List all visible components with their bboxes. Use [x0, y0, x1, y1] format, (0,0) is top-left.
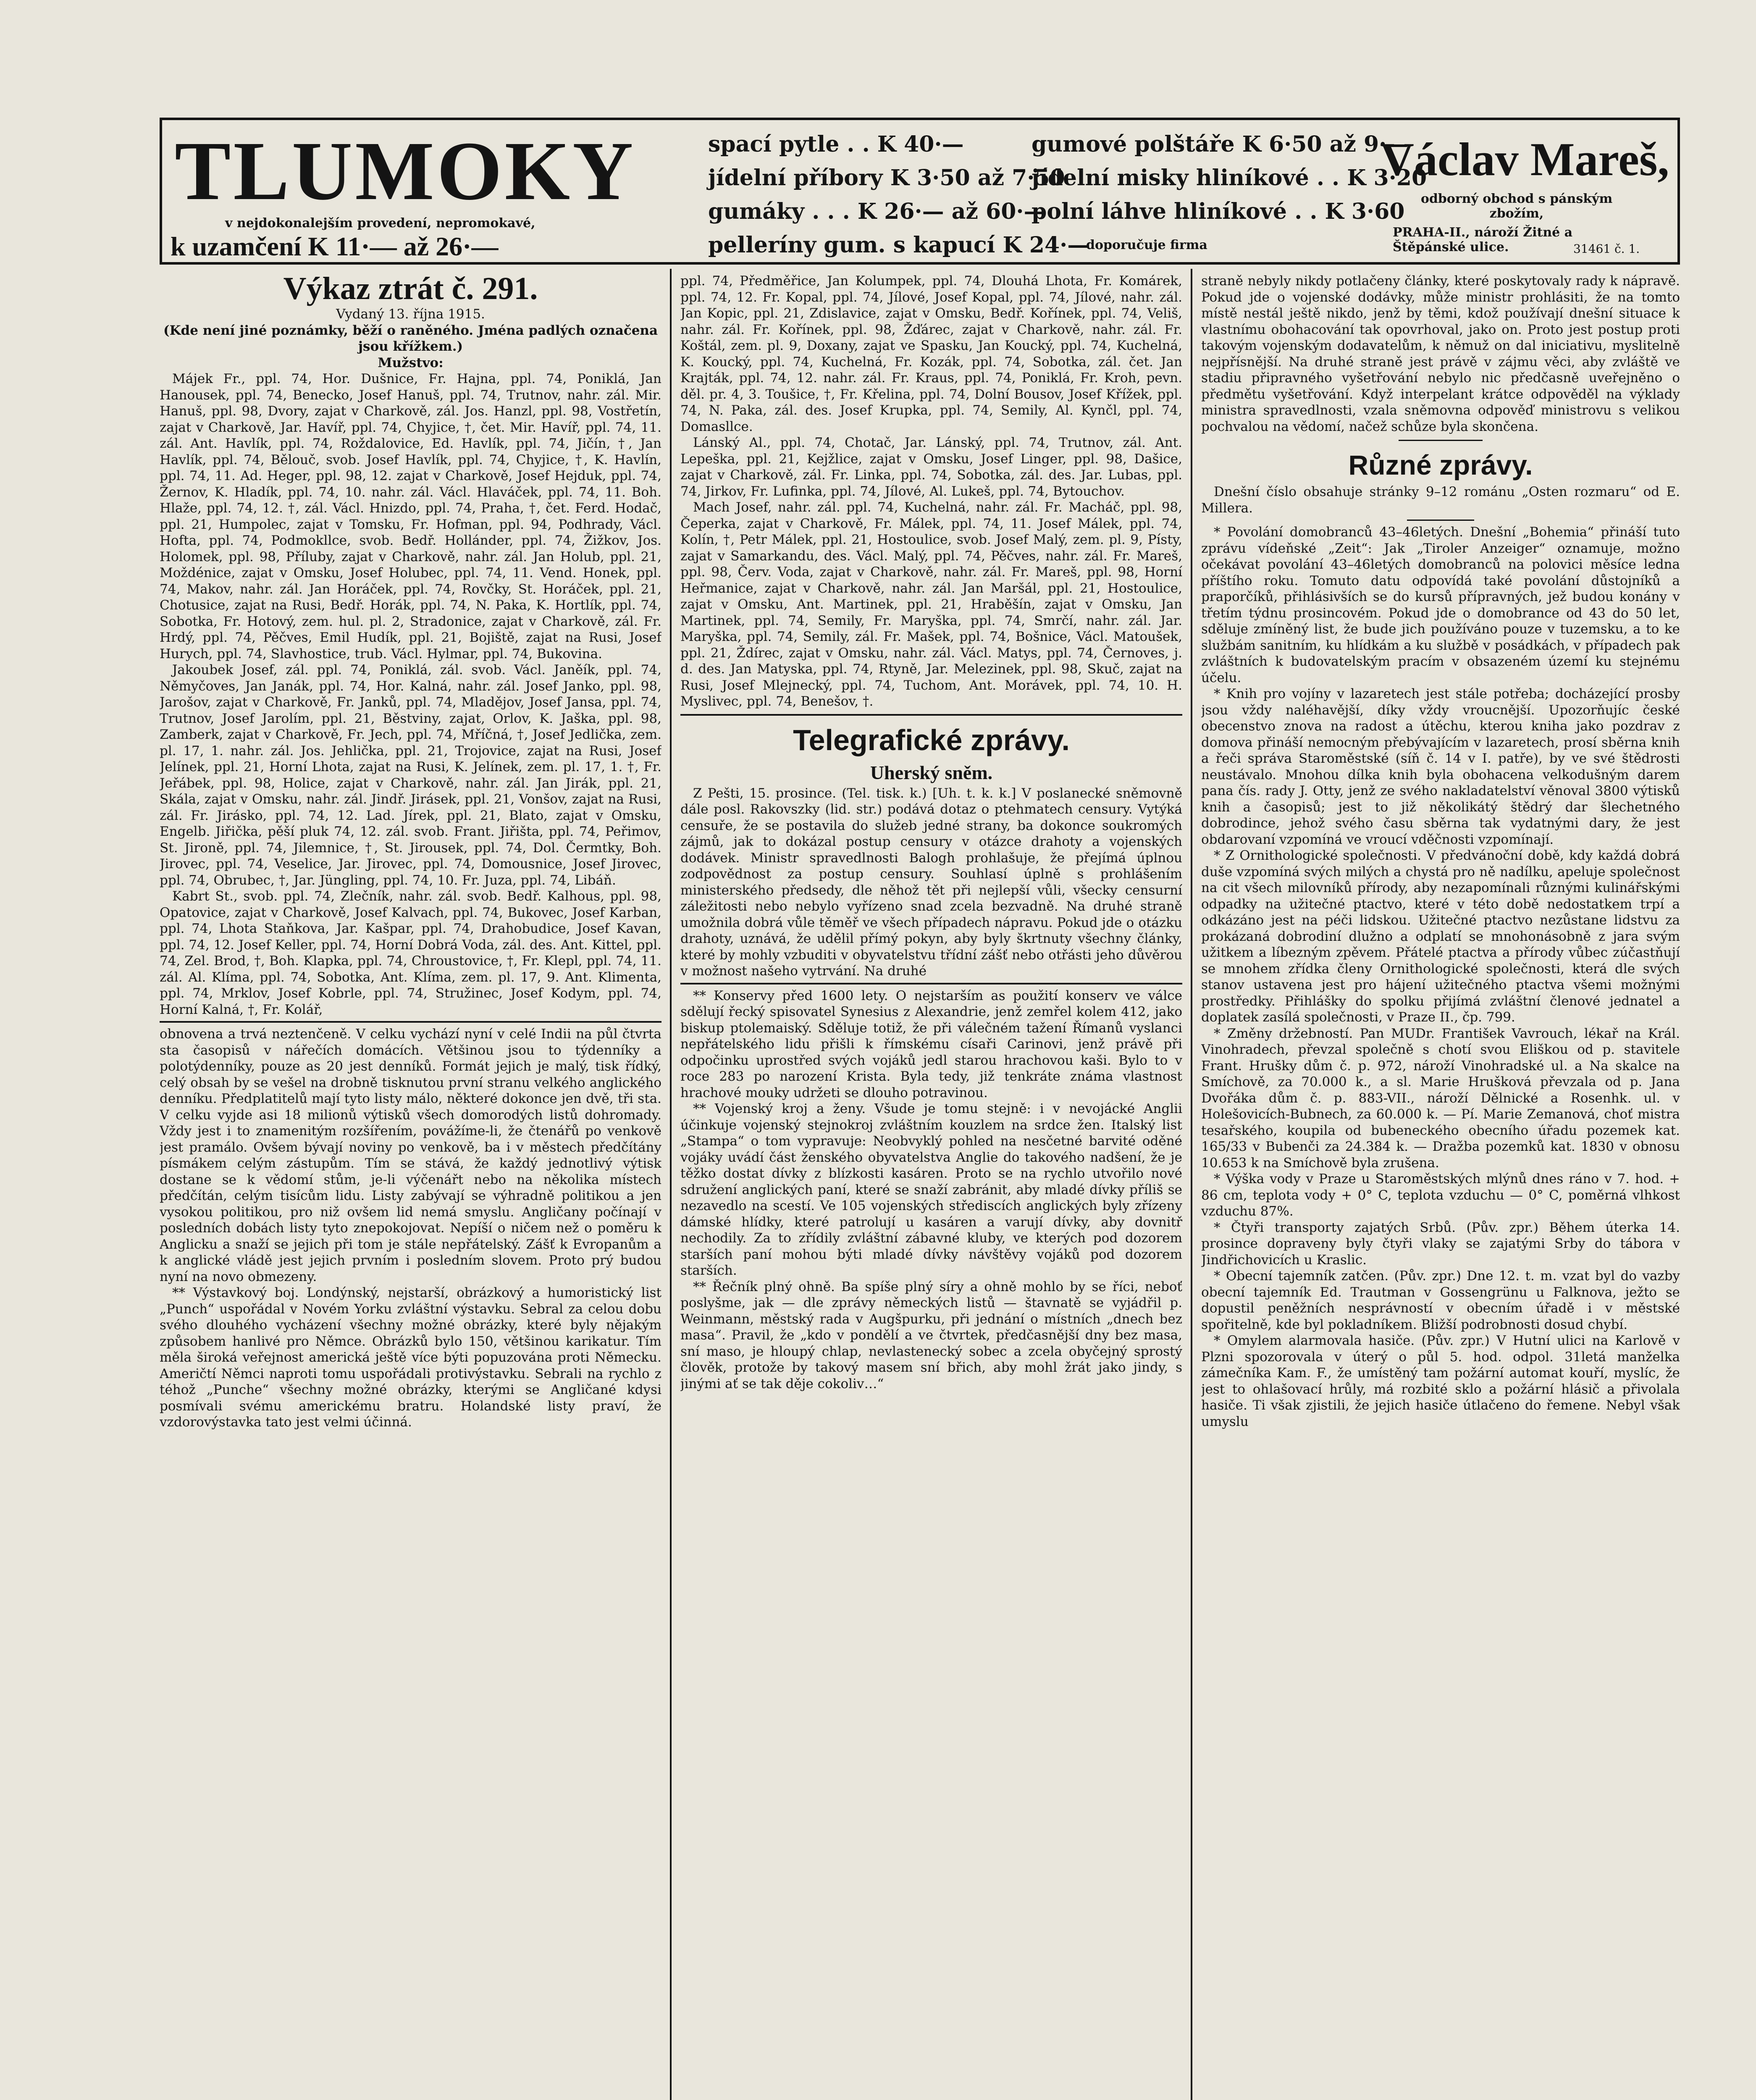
casualty-paragraph: Májek Fr., ppl. 74, Hor. Dušnice, Fr. Hajna, ppl. 74, Poniklá, Jan Hanousek, ppl. 74, Benecko, Josef Hanuš, ppl. 74, Trutnov, nahr. zál. Mir. Hanuš, ppl. 98, Dvory, zajat v Charkově, zál. Jos. Hanzl, ppl. 98, Vostřetín, zajat v Charkově, Jar. Havíř, ppl. 74, Chyjice, †, čet. Mir. Havíř, ppl. 74, 11. zál. Ant. Havlík, ppl. 74, Roždalovice, Ed. Havlík, ppl. 74, Jičín, †, Jan Havlík, ppl. 74, Bělouč, svob. Josef Havlík, ppl. 74, Chyjice, †, K. Havlín, ppl. 74, 11. Ad. Heger, ppl. 98, 12. zajat v Charkově, Josef Hejduk, ppl. 74, Žernov, K. Hladík, ppl. 74, 10. nahr. zál. Václ. Hlaváček, ppl. 74, 11. Boh. Hlaže, ppl. 74, 12. †, zál. Václ. Hnizdo, ppl. 74, Praha, †, čet. Ferd. Hodač, ppl. 21, Humpolec, zajat v Tomsku, Fr. Hofman, ppl. 94, Podhrady, Václ. Hofta, ppl. 74, Podmokllce, svob. Bedř. Hollánder, ppl. 74, Žižkov, Jos. Holomek, ppl. 98, Příluby, zajat v Charkově, nahr. zál. Jan Holub, ppl. 21, Moždénice, zajat v Omsku, Josef Holubec, ppl. 74, 11. Vend. Honek, ppl. 74, Makov, nahr. zál. Jan Horáček, ppl. 74, Rovčky, St. Horáček, ppl. 21, Chotusice, zajat na Rusi, Bedř. Horák, ppl. 74, N. Paka, K. Hortlík, ppl. 74, Sobotka, Fr. Hotový, zem. hul. pl. 2, Stradonice, zajat v Charkově, zál. Fr. Hrdý, ppl. 74, Pěčves, Emil Hudík, ppl. 21, Bojiště, zajat na Rusi, Josef Hurych, ppl. 74, Slavhostice, trub. Václ. Hylmar, ppl. 74, Bukovina.: [160, 371, 661, 662]
column-1: [160, 271, 661, 2100]
ad-tagline: v nejdokonalejším provedení, nepromokavé,: [225, 216, 535, 231]
column-3: [1201, 273, 1680, 2100]
ad-firm-address: PRAHA-II., nároží Žitné a Štěpánské ulice.: [1393, 225, 1573, 255]
ad-firm-desc: odborný obchod s pánským zbožím,: [1420, 192, 1613, 221]
article-paragraph: obnovena a trvá neztenčeně. V celku vychází nyní v celé Indii na půl čtvrta sta časopisů v nářečích domácích. Většinou jsou to týdenníky a polotýdenníky, pouze as 20 jest denníků. Formát jejich je malý, tisk řídký, celý obsah by se vešel na drobně tisknutou první stranu velkého anglického denníku. Předplatitelů mají tyto listy málo, některé dokonce jen dvě, tři sta. V celku vyjde asi 18 milionů výtisků všech domorodých listů dohromady. Vždy jest i to znamenitým rozšířením, povážíme-li, že čtenářů po venkově jest pramálo. Ovšem bývají noviny po venkově, ba i v městech předčítány písmákem celým zástupům. Tím se stává, že každý jednotlivý výtisk dostane se k vědomí stům, je-li výčenářt nebo na několika místech předčítán, celým tisícům lidu. Listy zabývají se výhradně politikou a jen vysokou politikou, pro niž ovšem lid nemá smyslu. Angličany počínají v posledních dobách listy tyto znepokojovat. Nepíší o ničem než o poměru k Anglicku a snaží se jejich při tom je stále nepřátelský. Zášť k Evropanům a k anglické vládě jest jejich prvním i posledním slovem. Proto prý budou nyní na novo obmezeny.: [160, 1026, 661, 1284]
casualty-paragraph: Jakoubek Josef, zál. ppl. 74, Poniklá, zál. svob. Václ. Janěík, ppl. 74, Němyčoves, Jan Janák, ppl. 74, Hor. Kalná, nahr. zál. Josef Janko, ppl. 98, Jarošov, zajat v Charkově, Fr. Janků, ppl. 74, Mladějov, Josef Jansa, ppl. 74, Trutnov, Josef Jarolím, ppl. 21, Běstviny, zajat, Orlov, K. Jaška, ppl. 98, Zamberk, zajat v Charkově, Fr. Jech, ppl. 74, Mříčná, †, Josef Jedlička, zem. pl. 17, 1. nahr. zál. Jos. Jehlička, ppl. 21, Trojovice, zajat na Rusi, Josef Jelínek, ppl. 21, Horní Lhota, zajat na Rusi, K. Jelínek, zem. pl. 17, 1. †, Fr. Jeřábek, ppl. 98, Holice, zajat v Charkově, nahr. zál. Jan Jirák, ppl. 21, Skála, zajat v Omsku, nahr. zál. Jindř. Jirásek, ppl. 21, Vonšov, zajat na Rusi, zál. Fr. Jirásko, ppl. 74, 12. Lad. Jírek, ppl. 21, Blato, zajat v Omsku, Engelb. Jiřička, pěší pluk 74, 12. zál. svob. Frant. Jiřišta, ppl. 74, Peřimov, St. Jironě, ppl. 74, Jilemnice, †, St. Jirousek, ppl. 74, Dol. Čermtky, Boh. Jirovec, ppl. 74, Veselice, Jar. Jirovec, ppl. 74, Domousnice, Josef Jirovec, ppl. 74, Obrubec, †, Jar. Jüngling, ppl. 74, 10. Fr. Juza, ppl. 74, Libáň.: [160, 662, 661, 888]
news-item: * Čtyři transporty zajatých Srbů. (Pův. zpr.) Během úterka 14. prosince dopraveny byly čtyři vlaky se zajatými Srby do tábora v Jindřichovicích u Kraslic.: [1201, 1220, 1680, 1268]
telegraph-subheading: Uherský sněm.: [870, 761, 993, 783]
news-intro: Dnešní číslo obsahuje stránky 9–12 románu „Osten rozmaru“ od E. Millera.: [1201, 484, 1680, 516]
news-item: * Povolání domobranců 43–46letých. Dnešní „Bohemia“ přináší tuto zprávu vídeňské „Zeit“: Jak „Tiroler Anzeiger“ oznamuje, možno očekávat povolání 43–46letých domobranců na polovici měsíce ledna příštího roku. Tomuto datu odpovídá také povolání důstojníků a praporčíků, přihlásivších se do kursů přípravných, jež budou konány v třetím týdnu prosincovém. Pokud jde o domobrance od 43 do 50 let, sděluje zmíněný list, že bude jich používáno pouze v tuzemsku, a to ke službám sanitním, ku hlídkám a ku službě v posádkách, v případech pak zvláštních k budovatelským pracím v obsazeném území ku stejnému účelu.: [1201, 525, 1680, 685]
telegraph-heading: Telegrafické zprávy.: [793, 723, 1070, 756]
column-rule: [1191, 269, 1192, 2100]
telegraph-body: Z Pešti, 15. prosince. (Tel. tisk. k.) [Uh. t. k. k.] V poslanecké sněmovně dále posl. Rakovszky (lid. str.) podává dotaz o ptehmatech censury. Vytýká censuře, že se postavila do služeb jedné strany, ba dokonce soukromých zájmů, jak to dokázal postup censury v otázce drahoty a vojenských dodávek. Ministr spravedlnosti Balogh prohlašuje, že přejímá úplnou zodpovědnost za postup censury. Souhlasí úplně s prohlášením ministerského předsedy, dle něhož tět při nejlepší vůli, všecky censurní záležitosti nebo nebylo vyřízeno snad zcela bezvadně. Na druhé straně umožnila dobrá vůle těměř ve všech případech nápravu. Pokud jde o otázku drahoty, uznává, že udělil přímý pokyn, aby byly škrtnuty všechny články, které by mohly vzbuditi v obyvatelstvu třídní zášť nebo otřásti jeho důvěrou v možnost našeho vytrvání. Na druhé: [680, 785, 1182, 979]
ad-item: spací pytle . . K 40·—: [708, 131, 964, 157]
casualty-paragraph: Kabrt St., svob. ppl. 74, Zlečník, nahr. zál. svob. Bedř. Kalhous, ppl. 98, Opatovice, zajat v Charkově, Josef Kalvach, ppl. 74, Bukovec, Josef Karban, ppl. 74, Lhota Staňkova, Jar. Kašpar, ppl. 74, Drahobudice, Josef Kavan, ppl. 74, 12. Josef Keller, ppl. 74, Horní Dobrá Voda, zál. des. Ant. Kittel, ppl. 74, Zel. Brod, †, Boh. Klapka, ppl. 74, Chroustovice, †, Fr. Klepl, ppl. 74, 11. zál. Al. Klíma, ppl. 74, Sobotka, Ant. Klíma, zem. pl. 17, 9. Ant. Klimenta, ppl. 74, Mrklov, Josef Kobrle, ppl. 74, Stružinec, Josef Kodym, ppl. 74, Horní Kalná, †, Fr. Kolář,: [160, 889, 661, 1017]
ad-item: jídelní misky hliníkové . . K 3·20: [1032, 165, 1427, 191]
news-item: * Z Ornithologické společnosti. V předvánoční době, kdy každá dobrá duše vzpomíná svých milých a chystá pro ně nadílku, apeluje společnost na cit všech milovníků přírody, aby nezapomínali různými kulinářskými odpadky na užitečné ptactvo, které v této době nedostatkem trpí a odkázáno jest na péči lidskou. Užitečné ptactvo nezůstane lidstvu za prokázaná dobrodiní dlužno a odplatí se mnohonásobně z jara svým užitkem a líbezným zpěvem. Přátelé ptactva a přírody vůbec zúčastňují se mnohem zřídka členy Ornithologické společnosti, která dle svých stanov ustavena jest pro hájení užitečného ptactva všemi možnými prostředky. Přihlášky do spolku přijímá zvláštní členové jednatel a doplatek zasílá společnosti, v Praze II., čp. 799.: [1201, 848, 1680, 1025]
top-advertisement: [160, 118, 1680, 265]
loss-report-note: (Kde není jiné poznámky, běží o raněného. Jména padlých označena jsou křížkem.): [163, 323, 658, 354]
section-rule: [1399, 440, 1483, 441]
loss-report-section: Mužstvo:: [378, 355, 444, 370]
ad-item: jídelní příbory K 3·50 až 7·50: [708, 165, 1065, 191]
section-rule: [160, 1021, 661, 1023]
ad-item: polní láhve hliníkové . . K 3·60: [1032, 199, 1405, 224]
news-item: * Knih pro vojíny v lazaretech jest stále potřeba; docházející prosby jsou vždy naléhavější, díky vždy vroucnější. Upozorňujíc české obecenstvo znova na radost a útěchu, kterou kniha jako pozdrav z domova přináší nemocným přebývajícím v lazaretech, prosí sběrna knih a řeči správa Staroměstské (síň č. 14 v I. patře), by ve své štědrosti neustávalo. Mnohou dílka knih byla obohacena velkodušným darem pana čís. rady J. Otty, jenž ze svého nakladatelství věnoval 3800 výtisků knih a časopisů; jest to již několikátý štědrý dar šlechetného dobrodince, jehož svého času sběrna tak vydatnými dary, že jest obdarovaní vzpomíná ve vroucí vděčnosti vzpomínají.: [1201, 686, 1680, 847]
news-item: * Obecní tajemník zatčen. (Pův. zpr.) Dne 12. t. m. vzat byl do vazby obecní tajemník Ed. Trautman v Gossengrünu u Falknova, ježto se dopustil peněžních nesprávností v obecním úřadě i v městské spořitelně, kde byl pokladníkem. Bližší podrobnosti dosud chybí.: [1201, 1268, 1680, 1332]
ad-items-right: [1032, 128, 1427, 262]
casualty-paragraph: Mach Josef, nahr. zál. ppl. 74, Kuchelná, nahr. zál. Fr. Macháč, ppl. 98, Čeperka, zajat v Charkově, Fr. Málek, ppl. 74, 11. Josef Málek, ppl. 74, Kolín, †, Petr Málek, ppl. 21, Hostoulice, svob. Josef Malý, zem. pl. 9, Písty, zajat v Samarkandu, des. Václ. Malý, ppl. 74, Pěčves, nahr. zál. Fr. Mareš, ppl. 98, Červ. Voda, zajat v Charkově, nahr. zál. Fr. Mareš, ppl. 98, Horní Heřmanice, zajat v Charkově, nahr. zál. Jan Maršál, ppl. 21, Hostoulice, zajat v Omsku, Ant. Martinek, ppl. 21, Hraběšín, zajat v Omsku, Jan Martinek, ppl. 74, Semily, Fr. Maryška, ppl. 74, Smrčí, nahr. zál. Jar. Maryška, ppl. 74, Semily, zál. Fr. Mašek, ppl. 74, Bošnice, Václ. Matoušek, ppl. 21, Ždírec, zajat v Omsku, nahr. zál. Václ. Matys, ppl. 74, Černoves, j. d. des. Jan Matyska, ppl. 74, Rtyně, Jar. Melezinek, ppl. 98, Skuč, zajat na Rusi, Josef Mlejnecký, ppl. 74, Tuchom, Ant. Morávek, ppl. 74, 10. H. Myslivec, ppl. 74, Benešov, †.: [680, 500, 1182, 709]
section-rule: [1407, 520, 1474, 521]
ad-firm-name: Václav Mareš,: [1380, 134, 1669, 186]
ad-recommend: doporučuje firma: [1086, 238, 1207, 252]
article-paragraph: ** Výstavkový boj. Londýnský, nejstarší, obrázkový a humoristický list „Punch“ uspořádal v Novém Yorku zvláštní výstavku. Sebral za celou dobu svého dlouhého vycházení všechny možné obrázky, které byly nějakým způsobem hanlivé pro Němce. Obrázků bylo 150, většinou karikatur. Tím měla široká veřejnost americká ještě více býti popuzována proti Německu. Američtí Němci naproti tomu uspořádali protivýstavku. Sebrali na rychlo z téhož „Punche“ všechny možné obrázky, kterými se Angličané kdysi posmívali svému americkému bratru. Holandské listy praví, že vzdorovýstavka tato jest velmi účinná.: [160, 1285, 661, 1430]
ad-item: gumáky . . . K 26·— až 60·—: [708, 199, 1046, 224]
ad-item: pelleríny gum. s kapucí K 24·—: [708, 232, 1089, 258]
casualty-paragraph: ppl. 74, Předměřice, Jan Kolumpek, ppl. 74, Dlouhá Lhota, Fr. Komárek, ppl. 74, 12. Fr. Kopal, ppl. 74, Jílové, Josef Kopal, ppl. 74, Jílové, nahr. zál. Jan Kopic, ppl. 21, Zdislavice, zajat v Omsku, Bedř. Kořínek, ppl. 74, Veliš, nahr. zál. Fr. Kořínek, ppl. 98, Žďárec, zajat v Charkově, nahr. zál. Fr. Koštál, zem. pl. 9, Doxany, zajat ve Spasku, Jan Koucký, ppl. 74, Kuchelná, K. Koucký, ppl. 74, Kuchelná, Fr. Kozák, ppl. 74, Sobotka, zál. čet. Jan Krajták, ppl. 74, 12. nahr. zál. Fr. Kraus, ppl. 74, Poniklá, Fr. Kroh, pevn. děl. pr. 4, 3. Toušice, †, Fr. Křelina, ppl. 74, Dolní Bousov, Josef Křížek, ppl. 74, N. Paka, zál. des. Josef Krupka, ppl. 74, Semily, Al. Kynčl, ppl. 74, Domasllce.: [680, 273, 1182, 434]
news-item: * Omylem alarmovala hasiče. (Pův. zpr.) V Hutní ulici na Karlově v Plzni spozorovala v úterý o půl 5. hod. odpol. 31letá manželka zámečníka Kam. F., že umístěný tam požární automat kouří, myslíc, že jest to ohlašovací hrůly, má rozbité sklo a požární hlásič a přivolala hasiče. Ti však zjistili, že jejich hasiče útlačeno do řemene. Nebyl však umyslu: [1201, 1333, 1680, 1429]
loss-report-issued: Vydaný 13. října 1915.: [336, 307, 485, 322]
news-item: * Změny držebností. Pan MUDr. František Vavrouch, lékař na Král. Vinohradech, převzal společně s chotí svou Eliškou od p. stavitele Frant. Hrušky dům č. p. 972, nároží Vinohradské ul. a Na skalce na Smíchově, za 70.000 k., a sl. Marie Hrušková převzala od p. Jana Dvořáka dům č. p. 883-VII., nároží Dělnické a Rosenhk. ul. v Holešovicích-Bubnech, za 60.000 k. — Pí. Marie Zemanová, choť mistra tesařského, koupila od bubeneckého obecního úřadu pozemek kat. 165/33 v Bubenči za 24.384 k. — Dražba pozemků kat. 1830 v obnosu 10.653 k na Smíchově byla zrušena.: [1201, 1026, 1680, 1171]
article-paragraph: ** Vojenský kroj a ženy. Všude je tomu stejně: i v nevojácké Anglii účinkuje vojenský stejnokroj zvláštním kouzlem na srdce žen. Italský list „Stampa“ o tom vypravuje: Neobvyklý pohled na nesčetné barvité oděné vojáky uvádí část ženského obyvatelstva Anglie do takového nadšení, že je těžko dostat dívky z blízkosti kasáren. Proto se na rychlo utvořilo nové sdružení anglických paní, které se snaží zabránit, aby mladé dívky příliš se nezavedlo na scestí. Ve 105 vojenských střediscích anglických byly zřízeny dámské hlídky, které patrolují u kasáren a varují dívky, aby dovnitř nechodily. Za to zřídily zvláštní zábavné kluby, ve kterých pod dozorem starších paní mohou býti mladé dívky návštěvy vojáků pod dozorem starších.: [680, 1101, 1182, 1278]
ad-firm-code: 31461 č. 1.: [1573, 242, 1640, 256]
casualty-paragraph: Lánský Al., ppl. 74, Chotač, Jar. Lánský, ppl. 74, Trutnov, zál. Ant. Lepeška, ppl. 21, Kejžlice, zajat v Omsku, Josef Linger, ppl. 98, Dašice, zajat v Charkově, zál. Fr. Linka, ppl. 74, Sobotka, zál. des. Jar. Lubas, ppl. 74, Jirkov, Fr. Lufinka, ppl. 74, Jílové, Al. Lukeš, ppl. 74, Bytouchov.: [680, 435, 1182, 499]
news-heading: Různé zprávy.: [1348, 449, 1533, 480]
column-rule: [670, 269, 672, 2100]
article-paragraph: ** Konservy před 1600 lety. O nejstarším as použití konserv ve válce sdělují řecký spisovatel Synesius z Alexandrie, jenž zemřel kolem 412, jako biskup ptolemaiský. Sděluje totiž, že při válečném tažení Římanů vyslanci nepřátelského lidu přišli k římskému císaři Carinovi, jenž právě při odpočinku uprostřed svých vojáků jedl starou hrachovou kaši. Bylo to v roce 283 po narození Krista. Byla tedy, již tenkráte známa vlastnost hrachové mouky udržeti se dlouho potravinou.: [680, 988, 1182, 1100]
article-paragraph: ** Řečník plný ohně. Ba spíše plný síry a ohně mohlo by se říci, neboť poslyšme, jak — dle zprávy německých listů — štavnatě se vyjádřil p. Weinmann, městský rada v Augšpurku, při jednání o místních „dnech bez masa“. Pravil, že „kdo v pondělí a ve čtvrtek, předčasnější dny bez masa, sní maso, je hloupý chlap, nevlastenecký sobec a zcela obyčejný sprostý člověk, protože by takový masem sní břich, aby mohl žrát jako jindy, s jinými ať se tak děje cokoliv…“: [680, 1279, 1182, 1391]
loss-report-title: Výkaz ztrát č. 291.: [283, 271, 538, 306]
newspaper-page: [160, 105, 1680, 2100]
ad-item: gumové polštáře K 6·50 až 9·—: [1032, 131, 1409, 157]
section-rule: [680, 714, 1182, 716]
ad-headline: TLUMOKY: [175, 125, 636, 218]
column-2: [680, 273, 1182, 2100]
news-item: * Výška vody v Praze u Staroměstských mlýnů dnes ráno v 7. hod. + 86 cm, teplota vody + 0° C, teplota vzduchu — 0° C, poměrná vlhkost vzduchu 87%.: [1201, 1171, 1680, 1219]
ad-price: k uzamčení K 11·— až 26·—: [171, 231, 499, 261]
section-rule: [680, 983, 1182, 984]
article-paragraph: straně nebyly nikdy potlačeny články, které poskytovaly rady k nápravě. Pokud jde o vojenské dodávky, může ministr prohlásiti, že na tomto místě nestál ještě nikdo, jenž by těmi, kdož používají dnešní situace k vlastnímu obohacování tak opovrhoval, jako on. Proto jest postup proti takovým vojenským dodavatelům, k němuž on dal iniciativu, myslitelně nejpřísnější. Na druhé straně jest právě v zájmu věci, aby zvláště ve stadiu připravného vyšetřování nebylo nic předčasně uveřejněno o předmětu vyšetřování. Když interpelant krátce odpověděl na výklady ministra spravedlnosti, vzala sněmovna odpověď ministrovu s velikou pochvalou na vědomí, načež schůze byla skončena.: [1201, 273, 1680, 434]
